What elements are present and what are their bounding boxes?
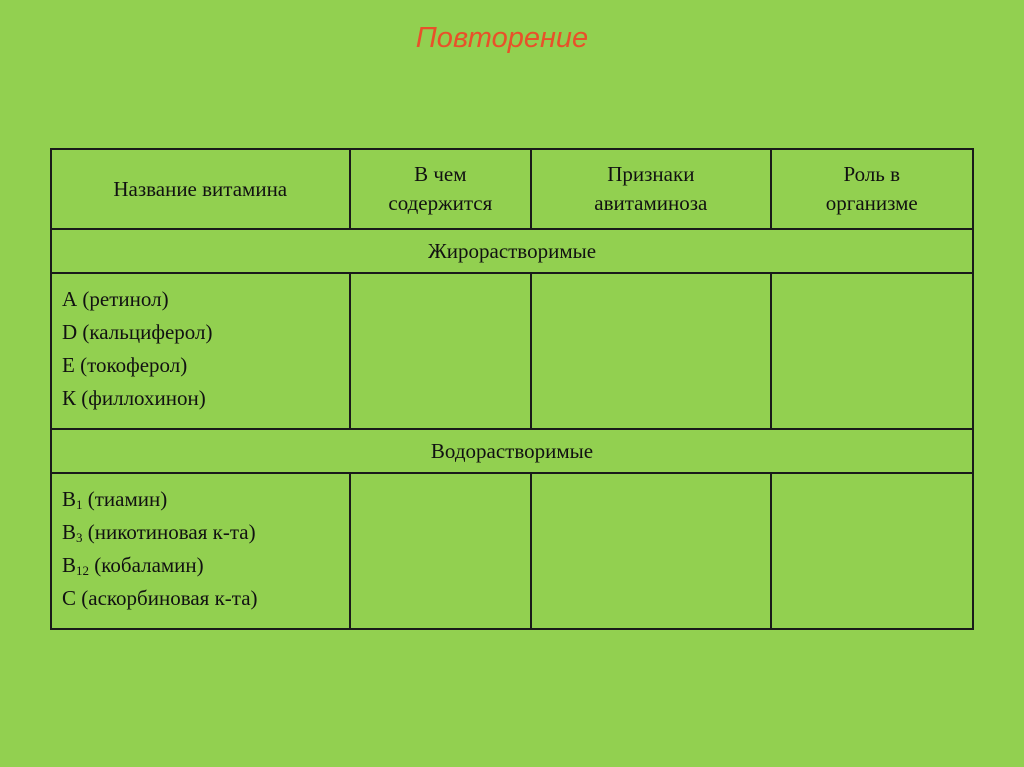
water-soluble-source-cell[interactable] bbox=[350, 473, 532, 629]
vitamin-b1: $В_1$ (тиамин) bbox=[62, 487, 168, 512]
fat-soluble-source-cell[interactable] bbox=[350, 273, 532, 429]
table-header-row bbox=[51, 149, 973, 229]
header-signs-line1: Признаки bbox=[607, 162, 695, 186]
vitamin-a: А (ретинол) bbox=[62, 287, 169, 311]
table-row-water-soluble bbox=[51, 473, 973, 629]
vitamin-e: Е (токоферол) bbox=[62, 353, 188, 377]
header-vitamin-name bbox=[51, 149, 350, 229]
vitamin-d: D (кальциферол) bbox=[62, 320, 213, 344]
slide-title: Повторение bbox=[415, 22, 589, 54]
header-role bbox=[771, 149, 973, 229]
header-vitamin-name-text: Название витамина bbox=[113, 176, 288, 201]
header-source-line2: содержится bbox=[388, 191, 493, 215]
group-label-fat-soluble: Жирорастворимые bbox=[51, 229, 973, 273]
header-signs-line2: авитаминоза bbox=[594, 191, 708, 215]
group-row-water-soluble bbox=[51, 429, 973, 473]
header-role-line1: Роль в bbox=[843, 162, 901, 186]
fat-soluble-signs-cell[interactable] bbox=[531, 273, 770, 429]
vitamins-table bbox=[50, 148, 974, 630]
vitamin-c: С (аскорбиновая к-та) bbox=[62, 586, 258, 610]
fat-soluble-names-cell bbox=[51, 273, 350, 429]
group-row-fat-soluble bbox=[51, 229, 973, 273]
header-deficiency-signs bbox=[531, 149, 770, 229]
vitamin-b12: $В_{12}$ (кобаламин) bbox=[62, 553, 204, 578]
water-soluble-role-cell[interactable] bbox=[771, 473, 973, 629]
fat-soluble-role-cell[interactable] bbox=[771, 273, 973, 429]
table-row-fat-soluble bbox=[51, 273, 973, 429]
vitamin-k: К (филлохинон) bbox=[62, 386, 206, 410]
water-soluble-names-cell bbox=[51, 473, 350, 629]
header-source-line1: В чем bbox=[414, 162, 467, 186]
water-soluble-signs-cell[interactable] bbox=[531, 473, 770, 629]
group-label-water-soluble: Водорастворимые bbox=[51, 429, 973, 473]
vitamin-b3: $В_3$ (никотиновая к-та) bbox=[62, 520, 256, 545]
header-role-line2: организме bbox=[825, 191, 918, 215]
header-source bbox=[350, 149, 532, 229]
